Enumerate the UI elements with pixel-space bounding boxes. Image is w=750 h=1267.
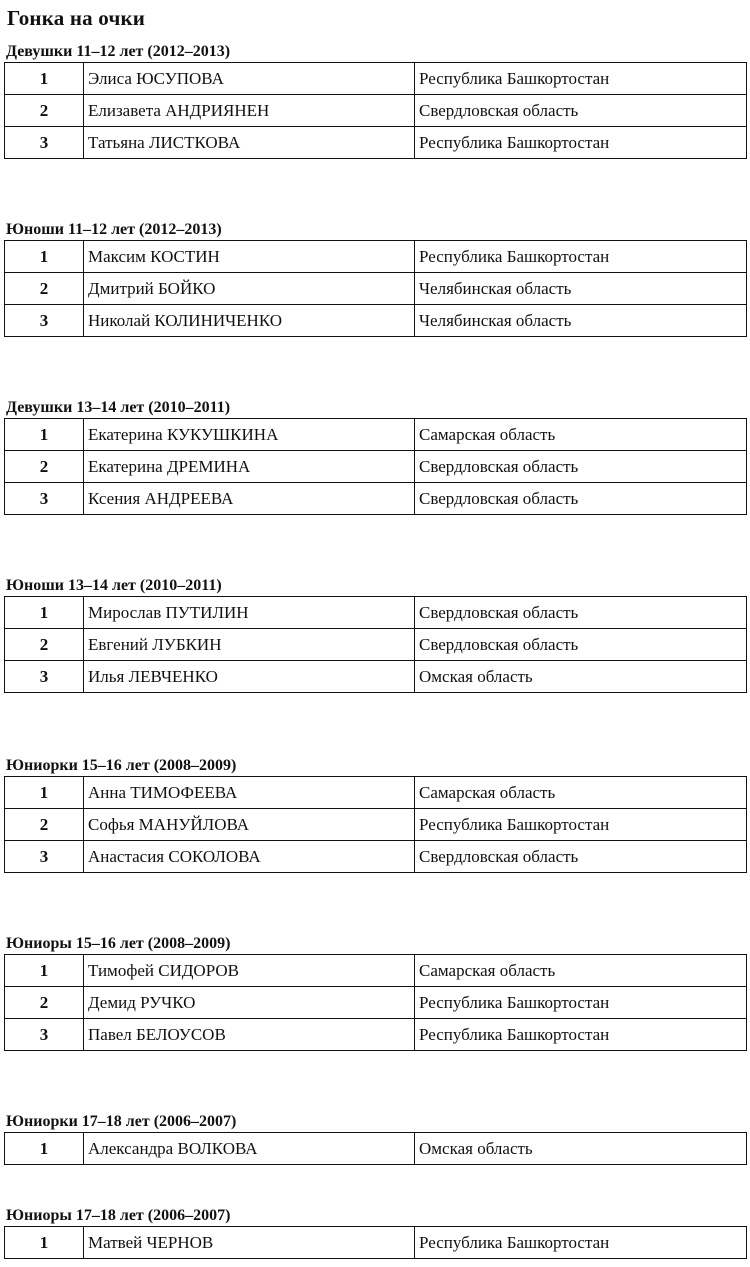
table-row [5, 955, 747, 987]
athlete-name-cell: Николай КОЛИНИЧЕНКО [84, 305, 415, 337]
region-cell: Самарская область [415, 955, 747, 987]
table-row [5, 483, 747, 515]
section-heading: Юниорки 15–16 лет (2008–2009) [6, 757, 237, 774]
region-cell: Челябинская область [415, 305, 747, 337]
place-cell: 1 [5, 419, 84, 451]
region-cell: Республика Башкортостан [415, 1227, 747, 1259]
section-heading: Девушки 11–12 лет (2012–2013) [6, 43, 231, 60]
table-row [5, 305, 747, 337]
place-cell: 1 [5, 1227, 84, 1259]
region-cell: Свердловская область [415, 597, 747, 629]
athlete-name-cell: Тимофей СИДОРОВ [84, 955, 415, 987]
table-row [5, 419, 747, 451]
athlete-name-cell: Ксения АНДРЕЕВА [84, 483, 415, 515]
athlete-name-cell: Елизавета АНДРИЯНЕН [84, 95, 415, 127]
region-cell: Свердловская область [415, 483, 747, 515]
region-cell: Республика Башкортостан [415, 1019, 747, 1051]
region-cell: Республика Башкортостан [415, 987, 747, 1019]
place-cell: 3 [5, 305, 84, 337]
table-row [5, 809, 747, 841]
table-row [5, 273, 747, 305]
athlete-name-cell: Максим КОСТИН [84, 241, 415, 273]
table-row [5, 597, 747, 629]
table-row [5, 1019, 747, 1051]
place-cell: 1 [5, 1133, 84, 1165]
results-table [4, 596, 747, 693]
place-cell: 2 [5, 809, 84, 841]
athlete-name-cell: Александра ВОЛКОВА [84, 1133, 415, 1165]
place-cell: 3 [5, 127, 84, 159]
place-cell: 1 [5, 597, 84, 629]
athlete-name-cell: Татьяна ЛИСТКОВА [84, 127, 415, 159]
place-cell: 1 [5, 241, 84, 273]
results-table [4, 1132, 747, 1165]
table-row [5, 777, 747, 809]
place-cell: 3 [5, 1019, 84, 1051]
results-table [4, 954, 747, 1051]
table-row [5, 1227, 747, 1259]
athlete-name-cell: Екатерина ДРЕМИНА [84, 451, 415, 483]
athlete-name-cell: Дмитрий БОЙКО [84, 273, 415, 305]
results-table [4, 418, 747, 515]
place-cell: 3 [5, 661, 84, 693]
place-cell: 2 [5, 273, 84, 305]
place-cell: 3 [5, 841, 84, 873]
region-cell: Свердловская область [415, 841, 747, 873]
place-cell: 2 [5, 95, 84, 127]
place-cell: 2 [5, 987, 84, 1019]
region-cell: Республика Башкортостан [415, 241, 747, 273]
section-heading: Юниорки 17–18 лет (2006–2007) [6, 1113, 237, 1130]
region-cell: Омская область [415, 661, 747, 693]
athlete-name-cell: Евгений ЛУБКИН [84, 629, 415, 661]
table-row [5, 841, 747, 873]
athlete-name-cell: Павел БЕЛОУСОВ [84, 1019, 415, 1051]
section-heading: Юноши 11–12 лет (2012–2013) [6, 221, 222, 238]
table-row [5, 63, 747, 95]
table-row [5, 629, 747, 661]
region-cell: Свердловская область [415, 451, 747, 483]
region-cell: Челябинская область [415, 273, 747, 305]
table-row [5, 987, 747, 1019]
athlete-name-cell: Анна ТИМОФЕЕВА [84, 777, 415, 809]
section-heading: Юноши 13–14 лет (2010–2011) [6, 577, 222, 594]
table-row [5, 127, 747, 159]
athlete-name-cell: Софья МАНУЙЛОВА [84, 809, 415, 841]
athlete-name-cell: Демид РУЧКО [84, 987, 415, 1019]
table-row [5, 451, 747, 483]
place-cell: 3 [5, 483, 84, 515]
place-cell: 1 [5, 955, 84, 987]
section-heading: Девушки 13–14 лет (2010–2011) [6, 399, 231, 416]
table-row [5, 1133, 747, 1165]
region-cell: Свердловская область [415, 95, 747, 127]
region-cell: Республика Башкортостан [415, 809, 747, 841]
athlete-name-cell: Матвей ЧЕРНОВ [84, 1227, 415, 1259]
athlete-name-cell: Илья ЛЕВЧЕНКО [84, 661, 415, 693]
athlete-name-cell: Мирослав ПУТИЛИН [84, 597, 415, 629]
region-cell: Омская область [415, 1133, 747, 1165]
table-row [5, 241, 747, 273]
region-cell: Самарская область [415, 419, 747, 451]
athlete-name-cell: Екатерина КУКУШКИНА [84, 419, 415, 451]
place-cell: 2 [5, 451, 84, 483]
place-cell: 1 [5, 63, 84, 95]
results-table [4, 62, 747, 159]
section-heading: Юниоры 15–16 лет (2008–2009) [6, 935, 231, 952]
table-row [5, 661, 747, 693]
table-row [5, 95, 747, 127]
region-cell: Республика Башкортостан [415, 63, 747, 95]
region-cell: Самарская область [415, 777, 747, 809]
place-cell: 2 [5, 629, 84, 661]
section-heading: Юниоры 17–18 лет (2006–2007) [6, 1207, 231, 1224]
results-table [4, 240, 747, 337]
page-title: Гонка на очки [7, 6, 146, 30]
athlete-name-cell: Анастасия СОКОЛОВА [84, 841, 415, 873]
region-cell: Свердловская область [415, 629, 747, 661]
region-cell: Республика Башкортостан [415, 127, 747, 159]
athlete-name-cell: Элиса ЮСУПОВА [84, 63, 415, 95]
place-cell: 1 [5, 777, 84, 809]
results-table [4, 1226, 747, 1259]
results-table [4, 776, 747, 873]
